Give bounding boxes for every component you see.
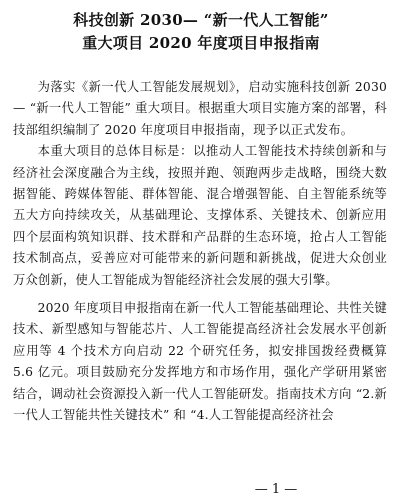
document-title-line-2: 重大项目 2020 年度项目申报指南: [82, 34, 320, 52]
document-title-line-1: 科技创新 2030— “新一代人工智能”: [73, 11, 329, 29]
page-number: — 1 —: [254, 482, 298, 497]
paragraph-objectives: 本重大项目的总体目标是：以推动人工智能技术持续创新和与经济社会深度融合为主线，按照并跑、领跑两步走战略，围绕大数据智能、跨媒体智能、群体智能、混合增强智能、自主智能系统等五大方向持续攻关，从基础理论、支撑体系、关键技术、创新应用四个层面构筑知识群、技术群和产品群的生态环境，抢占人工智能技术制高点，妥善应对可能带来的新问题和新挑战，促进大众创业万众创新，使人工智能成为智能经济社会发展的强大引擎。: [13, 144, 387, 287]
paragraph-intro: 为落实《新一代人工智能发展规划》，启动实施科技创新 2030 — “新一代人工智能” 重大项目。根据重大项目实施方案的部署，科技部组织编制了 2020 年度项目申报指南，现予以正式发布。: [13, 80, 387, 137]
paragraph-guide-2020: 2020 年度项目申报指南在新一代人工智能基础理论、共性关键技术、新型感知与智能芯片、人工智能提高经济社会发展水平创新应用等 4 个技术方向启动 22 个研究任务，拟安排国拨经费概算 5.6 亿元。项目鼓励充分发挥地方和市场作用，强化产学研用紧密结合，调动社会资源投入新一代人工智能研发。指南技术方向 “2.新一代人工智能共性关键技术” 和 “4.人工智能提高经济社会: [13, 301, 387, 423]
document-body: [13, 77, 387, 427]
